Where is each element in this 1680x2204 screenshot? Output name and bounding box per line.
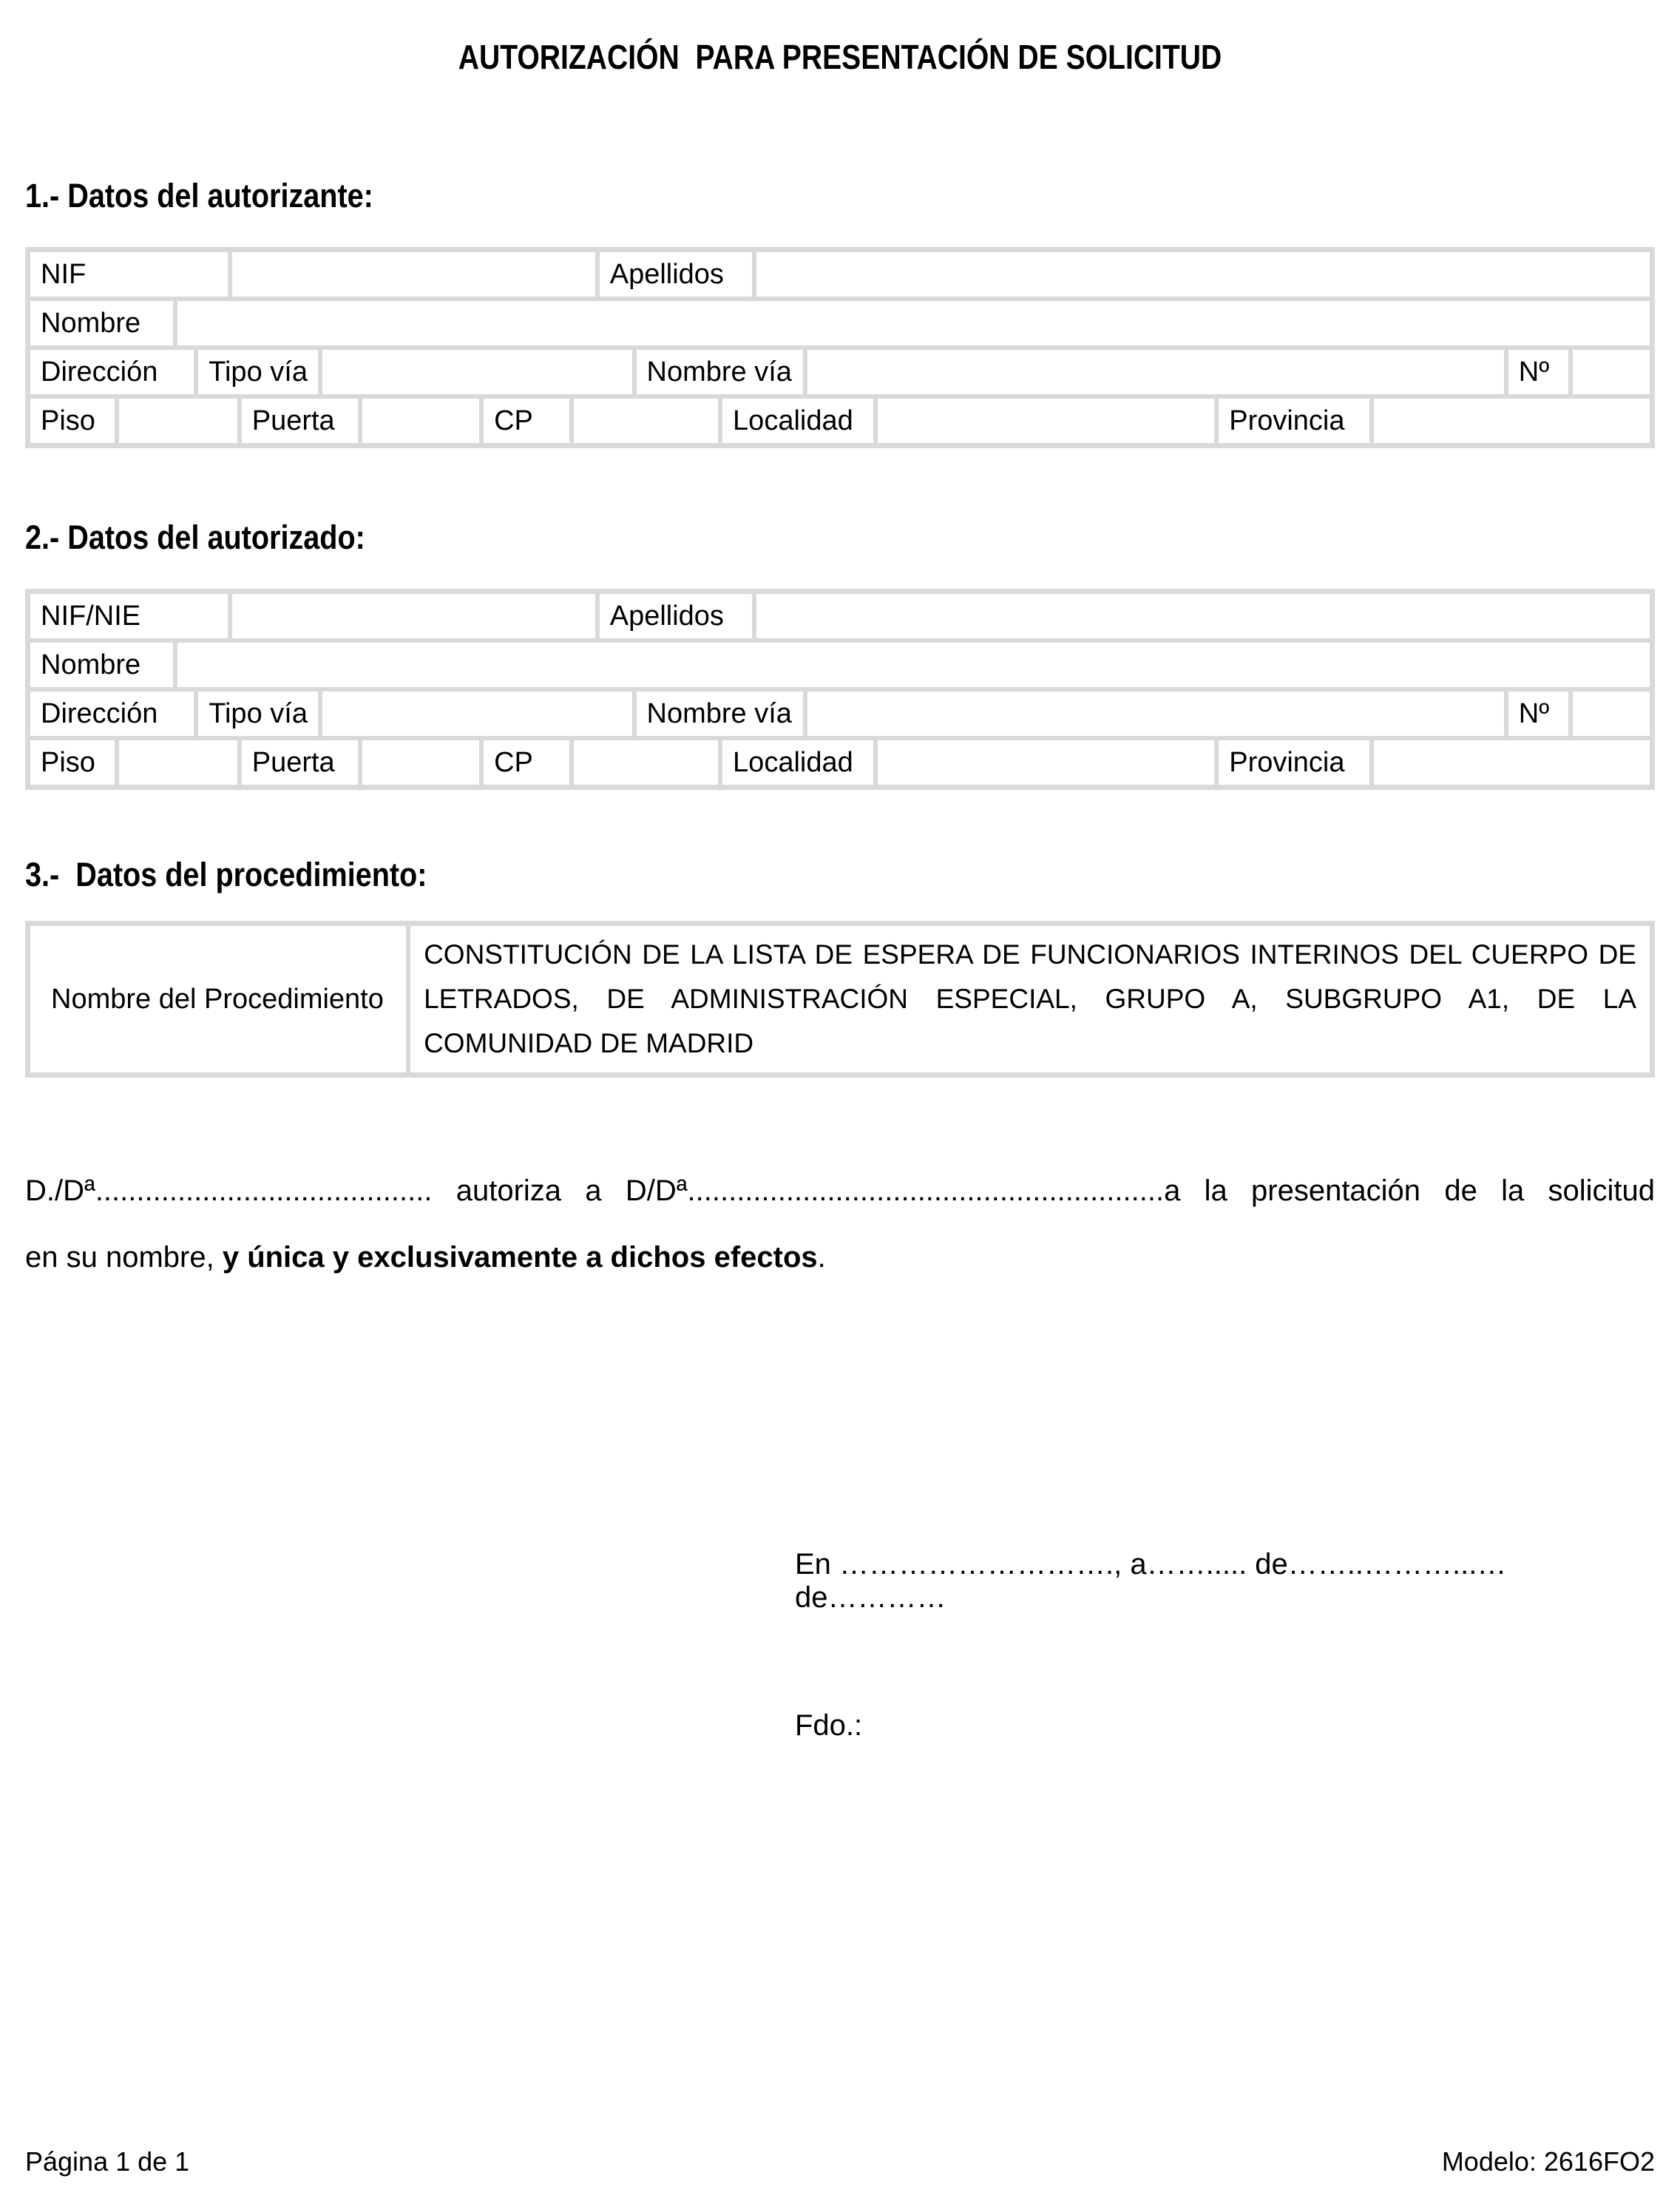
section2-heading: 2.- Datos del autorizado:	[25, 518, 365, 556]
s2-puerta-field[interactable]	[362, 740, 479, 785]
authorization-line1	[25, 1157, 1655, 1224]
s1-nombre-field[interactable]	[177, 301, 1650, 345]
s1-nif-field[interactable]	[232, 252, 595, 297]
s1-provincia-field[interactable]	[1374, 399, 1650, 443]
table-row	[30, 740, 1650, 785]
s2-nif-nie-label: NIF/NIE	[30, 594, 228, 638]
s1-apellidos-field[interactable]	[756, 252, 1650, 297]
s2-tipo-via-field[interactable]	[322, 692, 631, 736]
table-row	[30, 643, 1650, 687]
authorization-line2-period: .	[817, 1241, 826, 1274]
s1-nombre-via-label: Nombre vía	[637, 350, 804, 394]
footer-page-number: Página 1 de 1	[25, 2146, 190, 2177]
s1-nif-label: NIF	[30, 252, 228, 297]
s2-apellidos-label: Apellidos	[600, 594, 752, 638]
s2-nif-nie-field[interactable]	[232, 594, 595, 638]
s1-direccion-label: Dirección	[30, 350, 194, 394]
authorization-line2-text: en su nombre,	[25, 1241, 223, 1274]
s2-nombre-field[interactable]	[177, 643, 1650, 687]
table-row	[30, 926, 1650, 1072]
authorization-paragraph	[25, 1157, 1655, 1291]
table-row	[30, 301, 1650, 345]
page-footer	[25, 2146, 1655, 2177]
table-row	[30, 594, 1650, 638]
s1-piso-field[interactable]	[119, 399, 237, 443]
s1-cp-label: CP	[484, 399, 569, 443]
s1-numero-field[interactable]	[1573, 350, 1650, 394]
s1-puerta-label: Puerta	[242, 399, 359, 443]
s2-nombre-label: Nombre	[30, 643, 173, 687]
s2-apellidos-field[interactable]	[756, 594, 1650, 638]
autorizado-table	[25, 589, 1655, 790]
s1-cp-field[interactable]	[574, 399, 718, 443]
footer-model-number: Modelo: 2616FO2	[1441, 2146, 1655, 2177]
procedimiento-value-line: LETRADOS, DE ADMINISTRACIÓN ESPECIAL, GRUPO A, SUBGRUPO A1, DE LA	[424, 984, 1636, 1014]
document-title: AUTORIZACIÓN PARA PRESENTACIÓN DE SOLICITUD	[458, 38, 1222, 76]
autorizante-table	[25, 247, 1655, 448]
s2-localidad-label: Localidad	[722, 740, 873, 785]
procedimiento-value-line: COMUNIDAD DE MADRID	[424, 1028, 754, 1058]
s1-tipo-via-field[interactable]	[322, 350, 631, 394]
section1-heading: 1.- Datos del autorizante:	[25, 177, 373, 214]
authorizer-prefix: D./Dª	[25, 1174, 95, 1207]
authorization-connector: autoriza a D/Dª	[432, 1174, 688, 1207]
s1-numero-label: Nº	[1508, 350, 1568, 394]
s1-provincia-label: Provincia	[1219, 399, 1369, 443]
s1-piso-label: Piso	[30, 399, 115, 443]
s2-tipo-via-label: Tipo vía	[198, 692, 318, 736]
s2-piso-label: Piso	[30, 740, 115, 785]
procedimiento-value	[410, 926, 1650, 1072]
section3-heading: 3.- Datos del procedimiento:	[25, 856, 427, 893]
s2-numero-field[interactable]	[1573, 692, 1650, 736]
s2-nombre-via-label: Nombre vía	[637, 692, 804, 736]
procedimiento-value-line: CONSTITUCIÓN DE LA LISTA DE ESPERA DE FUNCIONARIOS INTERINOS DEL CUERPO DE	[424, 939, 1636, 970]
s2-numero-label: Nº	[1508, 692, 1568, 736]
s1-nombre-label: Nombre	[30, 301, 173, 345]
procedimiento-label: Nombre del Procedimiento	[30, 926, 406, 1072]
table-row	[30, 252, 1650, 297]
table-row	[30, 692, 1650, 736]
s1-nombre-via-field[interactable]	[807, 350, 1504, 394]
table-row	[30, 350, 1650, 394]
authorization-line2-bold: y única y exclusivamente a dichos efectos	[222, 1241, 818, 1274]
s2-cp-field[interactable]	[574, 740, 718, 785]
s2-cp-label: CP	[484, 740, 569, 785]
s1-localidad-field[interactable]	[878, 399, 1215, 443]
s1-localidad-label: Localidad	[722, 399, 873, 443]
authorizer-name-blank[interactable]: .........................................	[95, 1174, 433, 1207]
authorization-suffix: a la presentación de la solicitud	[1164, 1174, 1655, 1207]
date-line[interactable]: En ………………………., a……..... de……..………...… de…………	[795, 1548, 1515, 1614]
s2-direccion-label: Dirección	[30, 692, 194, 736]
s1-tipo-via-label: Tipo vía	[198, 350, 318, 394]
authorization-line2	[25, 1224, 1655, 1291]
s2-provincia-label: Provincia	[1219, 740, 1369, 785]
s1-apellidos-label: Apellidos	[600, 252, 752, 297]
s2-nombre-via-field[interactable]	[807, 692, 1504, 736]
table-row	[30, 399, 1650, 443]
s2-provincia-field[interactable]	[1374, 740, 1650, 785]
procedimiento-table	[25, 921, 1655, 1078]
s2-piso-field[interactable]	[119, 740, 237, 785]
s1-puerta-field[interactable]	[362, 399, 479, 443]
s2-puerta-label: Puerta	[242, 740, 359, 785]
authorized-name-blank[interactable]: ..........................................................	[687, 1174, 1165, 1207]
s2-localidad-field[interactable]	[878, 740, 1215, 785]
signature-label: Fdo.:	[795, 1709, 863, 1742]
